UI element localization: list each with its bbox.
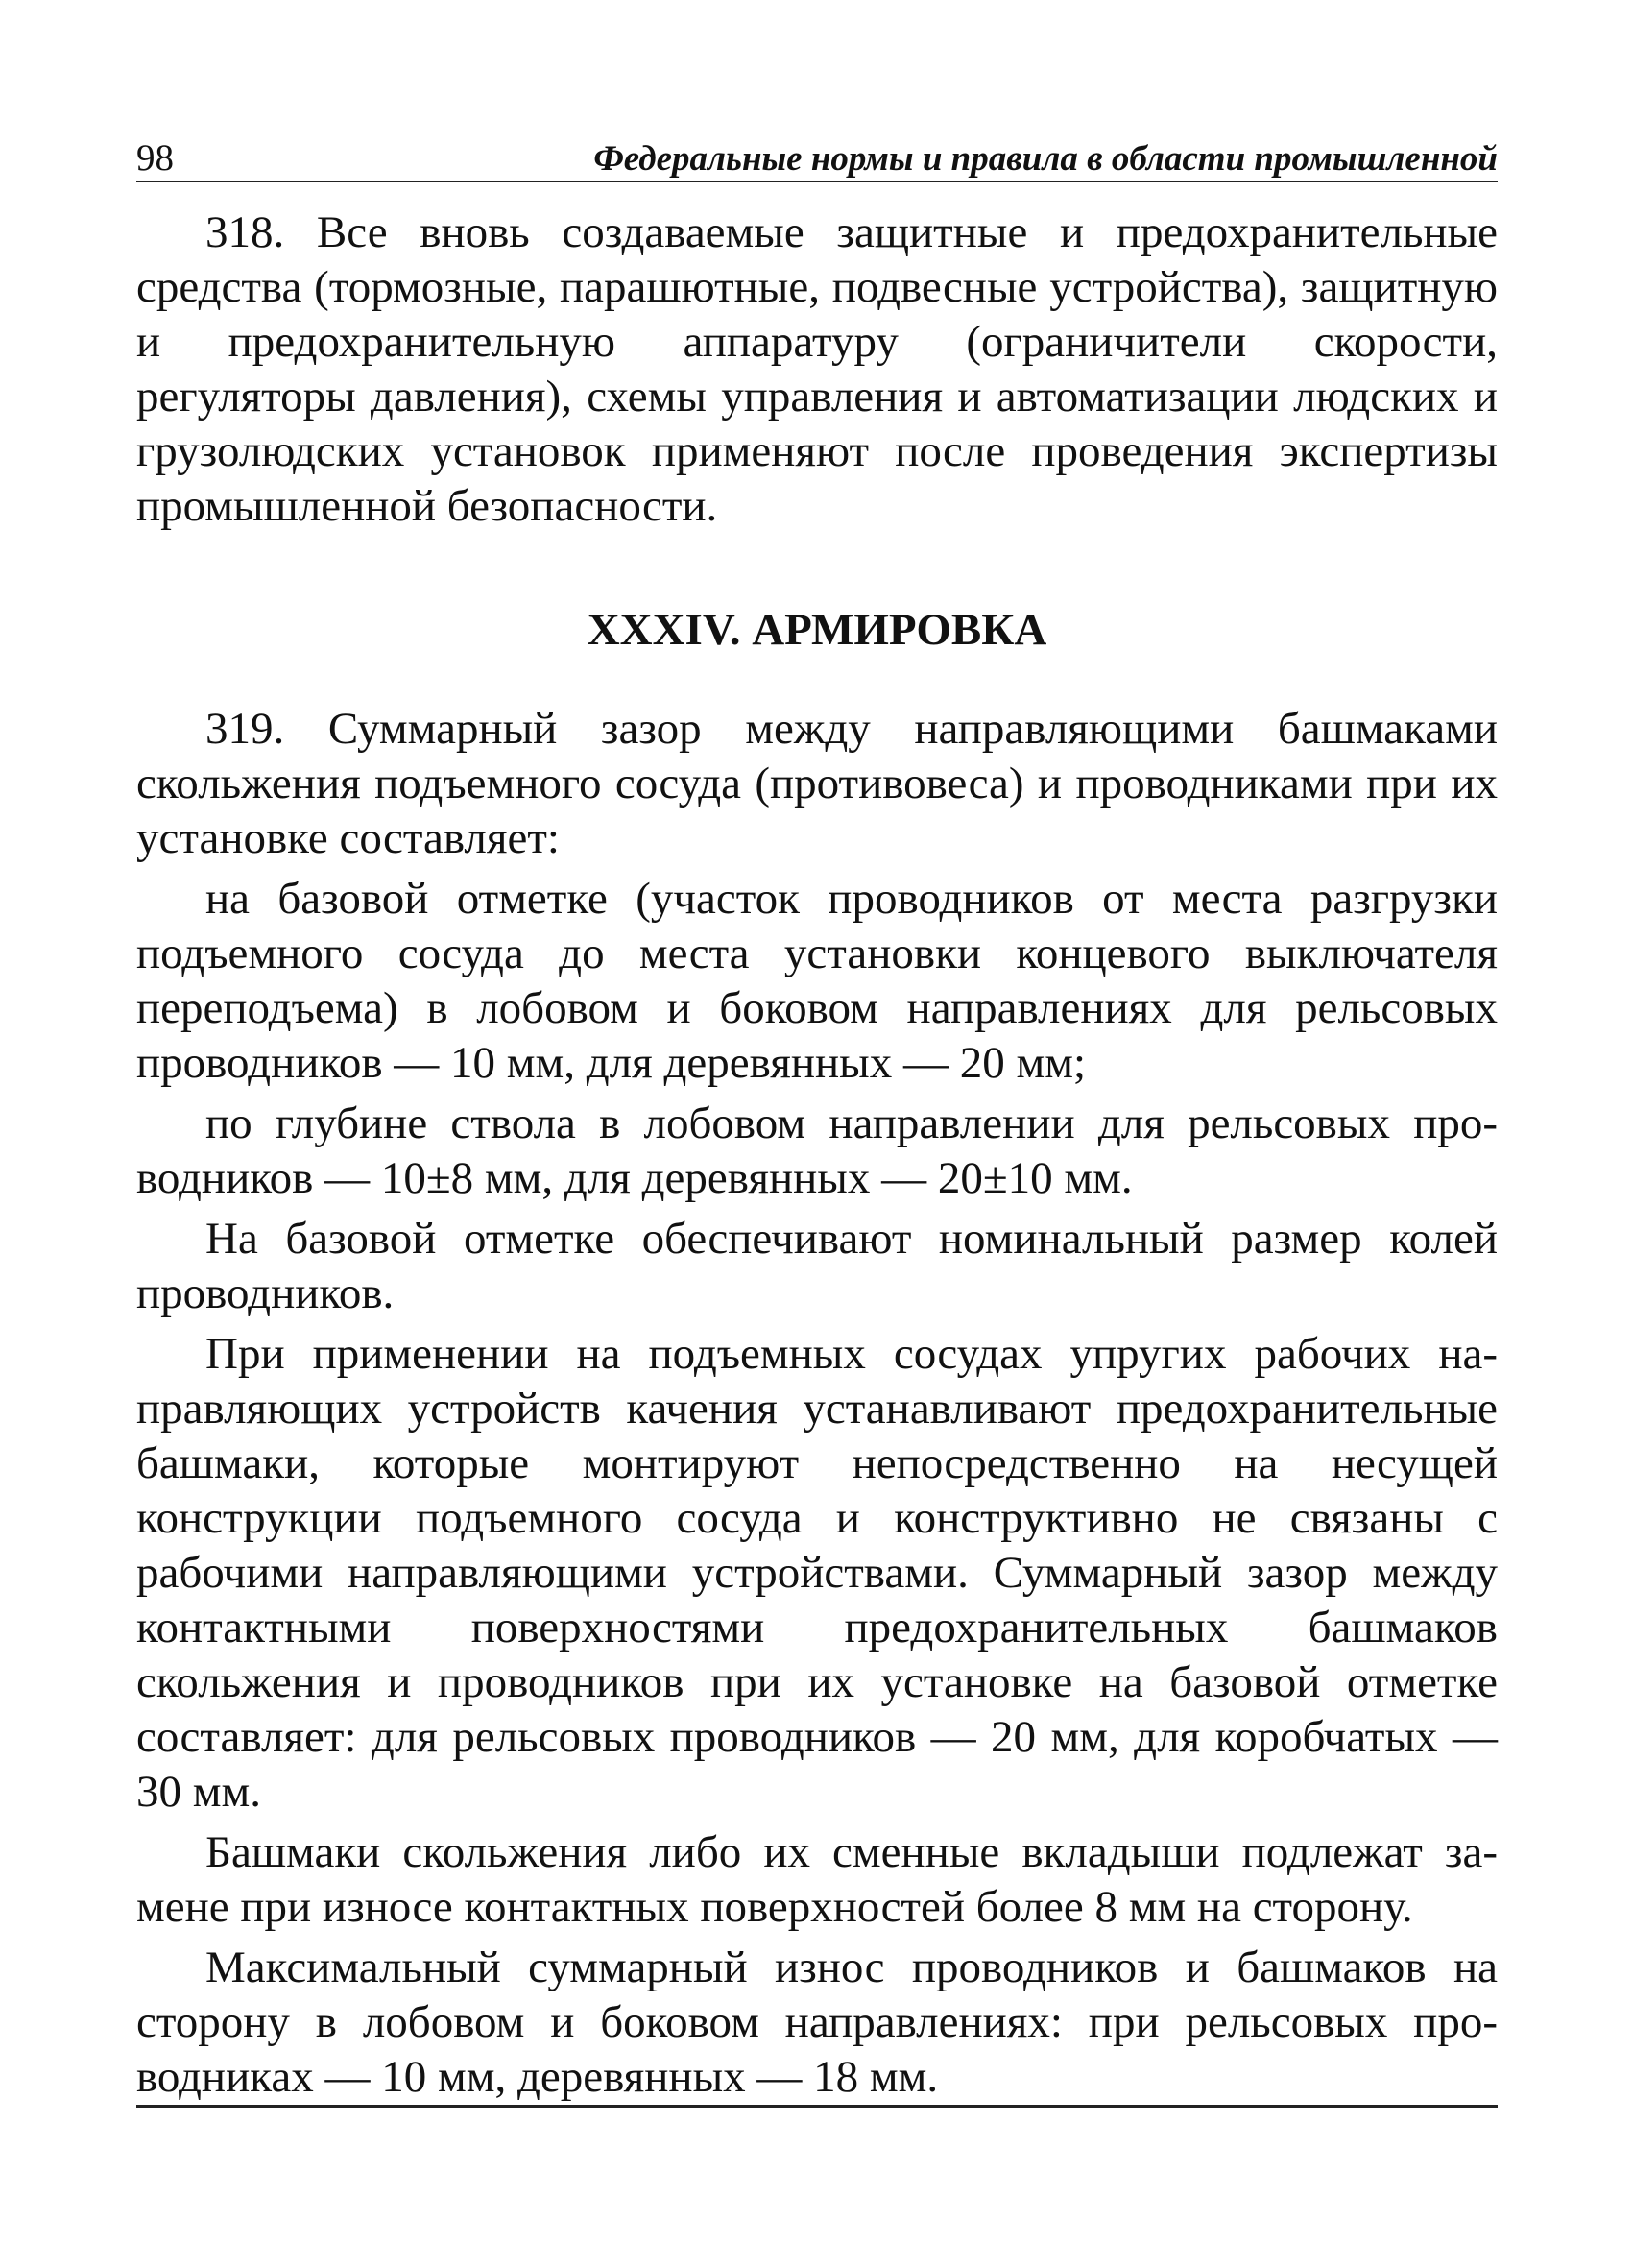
paragraph-318: 318. Все вновь создаваемые защитные и предохранительные средства (тормозные, парашютные, подвесные устройства), защитную и предохранительную аппаратуру (ограничители скорости, регуляторы давления), схемы управления и автоматизации людских и грузолюдских установок применяют после проведения экспертизы промышленной безопасности. <box>136 207 1498 531</box>
document-page <box>136 127 1498 2111</box>
running-title: Федеральные нормы и правила в области промышленной <box>593 139 1498 179</box>
paragraph-max-wear: Максимальный суммарный износ проводников и башмаков на сторону в лобовом и боковом направлениях: при рельсовых проводниках — 10 мм, деревянных — 18 мм. <box>136 1942 1498 2102</box>
paragraph-319: 319. Суммарный зазор между направляющими башмаками скольжения подъемного сосуда (противовеса) и проводниками при их установке составляет: <box>136 704 1498 863</box>
paragraph-elastic-guides: При применении на подъемных сосудах упругих рабочих направляющих устройств качения устанавливают предохранительные башмаки, которые монтируют непосредственно на несущей конструкции подъемного сосуда и конструктивно не связаны с рабочими направляющими устройствами. Суммарный зазор между контактными поверхностями предохранительных башмаков скольжения и проводников при их установке на базовой отметке составляет: для рельсовых проводников — 20 мм, для коробчатых — 30 мм. <box>136 1329 1498 1817</box>
header-rule <box>136 181 1498 182</box>
paragraph-base-mark: на базовой отметке (участок проводников от места разгрузки подъемного сосуда до места установки концевого выключателя переподъема) в лобовом и боковом направлениях для рельсовых проводников — 10 мм, для деревянных — 20 мм; <box>136 874 1498 1088</box>
footer-rule <box>136 2105 1498 2108</box>
paragraph-replacement: Башмаки скольжения либо их сменные вкладыши подлежат замене при износе контактных поверхностей более 8 мм на сторону. <box>136 1827 1498 1932</box>
section-heading: XXXIV. АРМИРОВКА <box>587 605 1047 655</box>
paragraph-nominal: На базовой отметке обеспечивают номинальный размер колей проводников. <box>136 1214 1498 1318</box>
page-number: 98 <box>136 137 174 179</box>
page-header <box>136 127 1498 177</box>
paragraph-depth: по глубине ствола в лобовом направлении для рельсовых проводников — 10±8 мм, для деревянных — 20±10 мм. <box>136 1098 1498 1203</box>
page-body <box>136 205 1498 2105</box>
